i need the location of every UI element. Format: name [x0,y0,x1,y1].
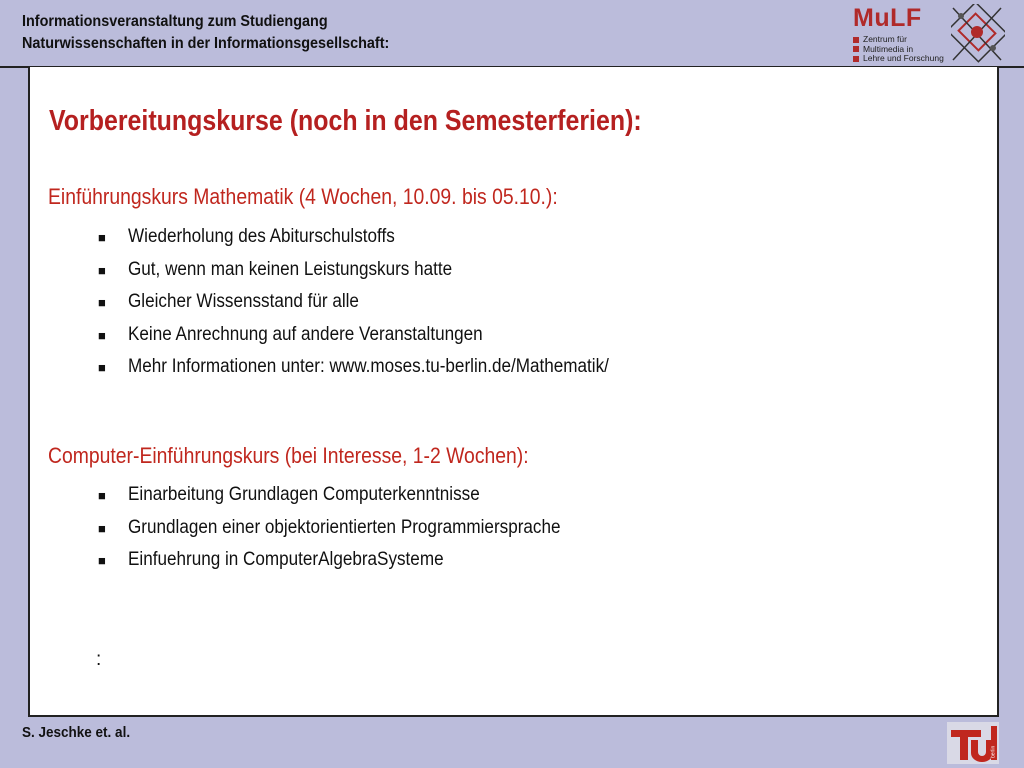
list-item [98,517,609,550]
tu-berlin-logo-icon [947,722,999,764]
tu-label: berlin [990,745,997,758]
bullet-list-computer [98,484,609,582]
bullet-square-icon: ■ [98,488,106,503]
list-item [98,356,662,389]
header-title-line1: Informationsveranstaltung zum Studiengang [22,13,328,30]
list-item [98,484,609,517]
list-item [98,549,609,582]
list-item [98,324,662,357]
slide-title: Vorbereitungskurse (noch in den Semesterferien): [49,105,642,137]
list-item [98,226,662,259]
mulf-logo-lines [853,35,944,64]
list-item-text: Keine Anrechnung auf andere Veranstaltungen [128,323,483,345]
list-item-text: Einarbeitung Grundlagen Computerkenntnisse [128,484,480,505]
bullet-square-icon: ■ [98,230,106,245]
section-heading-mathematik: Einführungskurs Mathematik (4 Wochen, 10.09. bis 05.10.): [48,184,558,209]
mulf-logo [847,4,1007,64]
footer-author: S. Jeschke et. al. [22,724,131,741]
bullet-list-mathematik [98,226,662,389]
list-item-text: Wiederholung des Abiturschulstoffs [128,226,395,247]
list-item [98,259,662,292]
trailing-colon: : [96,649,102,670]
bullet-square-icon: ■ [98,262,106,278]
bullet-square-icon: ■ [98,553,106,568]
slide-content-panel [28,67,999,717]
bullet-square-icon: ■ [98,360,106,375]
bullet-square-icon: ■ [98,327,106,343]
bullet-square-icon: ■ [98,295,106,310]
list-item-text: Mehr Informationen unter: www.moses.tu-berlin.de/Mathematik/ [128,356,609,377]
mulf-graphic-icon [951,4,1005,64]
list-item-text: Einfuehrung in ComputerAlgebraSysteme [128,549,444,570]
header-title [22,11,389,55]
logo-line-1: Zentrum für [863,34,907,44]
list-item-text: Gut, wenn man keinen Leistungskurs hatte [128,258,453,280]
list-item [98,291,662,324]
section-heading-computer: Computer-Einführungskurs (bei Interesse, 1-2 Wochen): [48,443,529,468]
mulf-logo-word: MuLF [853,4,922,32]
logo-line-3: Lehre und Forschung [863,53,944,63]
list-item-text: Gleicher Wissensstand für alle [128,291,359,312]
logo-line-2: Multimedia in [863,43,914,54]
logo-square-icon [853,56,859,62]
logo-square-icon [853,37,859,43]
list-item-text: Grundlagen einer objektorientierten Programmiersprache [128,516,561,538]
bullet-square-icon: ■ [98,520,106,536]
slide-header [0,0,1024,66]
logo-square-icon [853,46,859,52]
header-title-line2: Naturwissenschaften in der Informationsgesellschaft: [22,35,390,52]
